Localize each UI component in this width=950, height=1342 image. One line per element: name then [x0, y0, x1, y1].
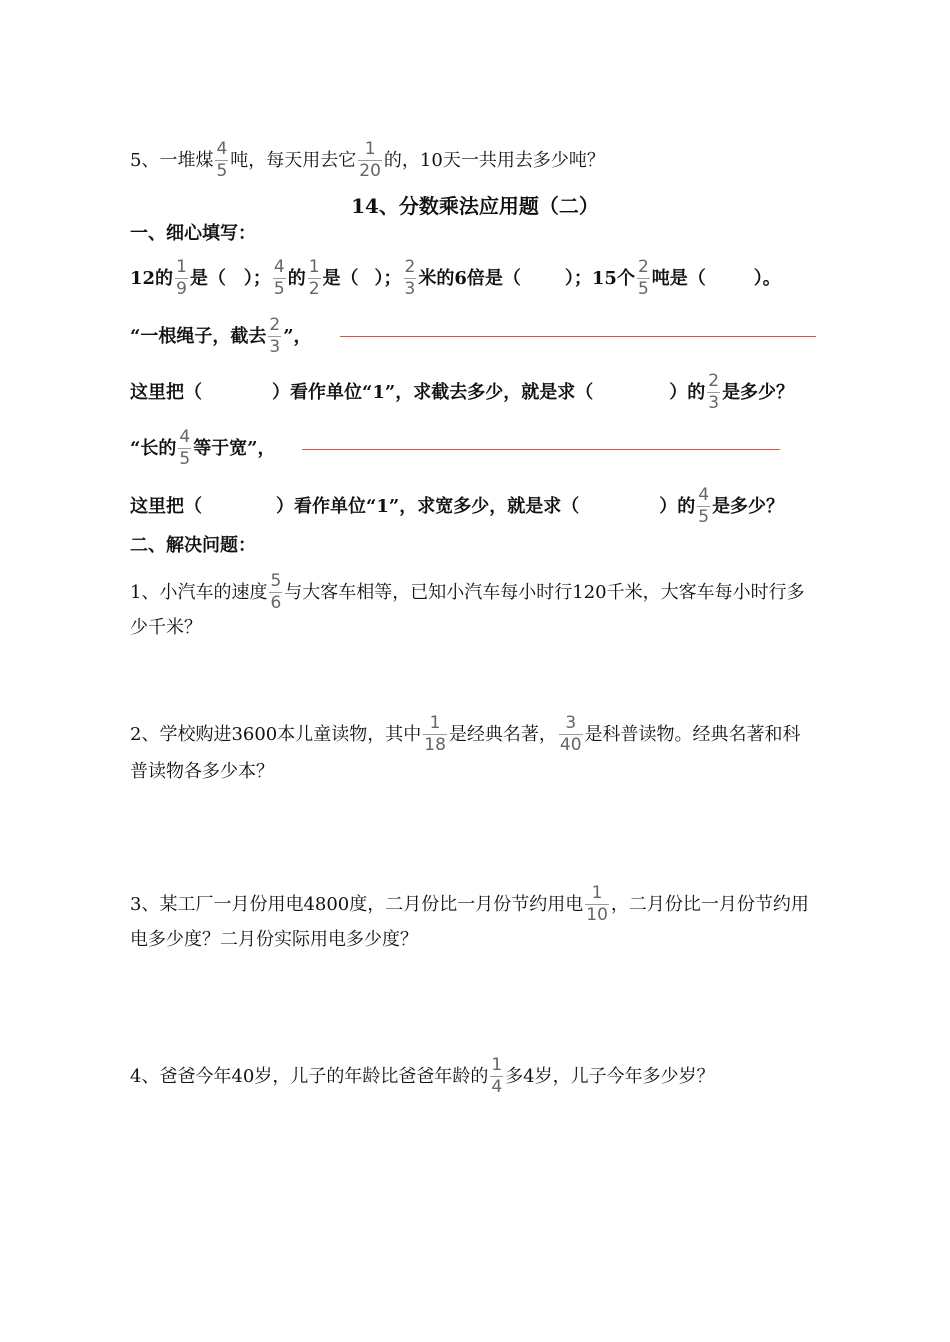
fill-blanks-line — [130, 258, 781, 299]
fill-text-b1: 的 — [287, 267, 306, 289]
fraction-4-5: $\frac{4}{5}$ — [698, 485, 710, 527]
fraction-2-5: $\frac{2}{5}$ — [637, 257, 649, 299]
q1-text-2: 与大客车相等，已知小汽车每小时行120千米，大客车每小时行多 — [284, 581, 805, 603]
width-q-text-1: 这里把（ — [130, 495, 202, 517]
fill-text-a2: 是（ — [189, 267, 226, 289]
problem-2-cont: 普读物各多少本？ — [130, 761, 274, 782]
q2-text-3: 是科普读物。经典名著和科 — [584, 723, 801, 745]
section2-heading: 二、解决问题： — [130, 535, 256, 556]
fill-text-a3: ）； — [243, 267, 271, 289]
fill-text-b2: 是（ — [322, 267, 359, 289]
q5-text-3: 的，10天一共用去多少吨？ — [383, 149, 605, 171]
fraction-5-6: $\frac{5}{6}$ — [270, 571, 282, 613]
question-5-coal — [130, 140, 605, 181]
fraction-2-3: $\frac{2}{3}$ — [269, 315, 281, 357]
q3-text-1: 3、某工厂一月份用电4800度，二月份比一月份节约用电 — [130, 893, 584, 915]
fraction-1-20: $\frac{1}{20}$ — [359, 139, 381, 181]
width-line — [130, 428, 276, 469]
fraction-1-4: $\frac{1}{4}$ — [491, 1055, 503, 1097]
fraction-3-40: $\frac{3}{40}$ — [559, 713, 582, 755]
width-question — [130, 486, 784, 527]
q2-text-2: 是经典名著， — [448, 723, 557, 745]
q5-text-1: 5、一堆煤 — [130, 149, 214, 171]
q1-text-1: 1、小汽车的速度 — [130, 581, 268, 603]
rope-q-text-3: ）的 — [669, 381, 706, 403]
fraction-4-5: $\frac{4}{5}$ — [273, 257, 285, 299]
problem-3-cont: 电多少度？二月份实际用电多少度？ — [130, 929, 418, 950]
problem-4 — [130, 1056, 715, 1097]
rope-line — [130, 316, 312, 357]
problem-1 — [130, 572, 805, 613]
q4-text-2: 多4岁，儿子今年多少岁？ — [505, 1065, 715, 1087]
q3-text-2: ，二月份比一月份节约用 — [610, 893, 809, 915]
fill-text-c1: 米的6倍是（ — [418, 267, 521, 289]
fraction-1-18: $\frac{1}{18}$ — [424, 713, 446, 755]
rope-text-2: ”， — [283, 325, 312, 347]
fraction-1-9: $\frac{1}{9}$ — [176, 257, 187, 299]
rope-q-text-1: 这里把（ — [130, 381, 202, 403]
q5-text-2: 吨，每天用去它 — [230, 149, 357, 171]
rope-q-text-4: 是多少？ — [722, 381, 795, 403]
width-q-text-4: 是多少？ — [712, 495, 785, 517]
q2-text-1: 2、学校购进3600本儿童读物，其中 — [130, 723, 422, 745]
fraction-1-10: $\frac{1}{10}$ — [586, 883, 608, 925]
rope-question — [130, 372, 794, 413]
width-q-text-3: ）的 — [659, 495, 696, 517]
fraction-1-2: $\frac{1}{2}$ — [308, 257, 320, 299]
page-title: 14、分数乘法应用题（二） — [351, 194, 599, 218]
fraction-4-5: $\frac{4}{5}$ — [216, 139, 228, 181]
fill-text-a1: 12的 — [130, 267, 174, 289]
fraction-2-3: $\frac{2}{3}$ — [708, 371, 720, 413]
width-text-1: “长的 — [130, 437, 177, 459]
width-q-text-2: ）看作单位“1”，求宽多少，就是求（ — [276, 495, 580, 517]
width-answer-line[interactable] — [302, 449, 780, 450]
fill-text-b3: ）； — [374, 267, 402, 289]
rope-text-1: “一根绳子，截去 — [130, 325, 267, 347]
fraction-4-5: $\frac{4}{5}$ — [179, 427, 191, 469]
problem-1-cont: 少千米？ — [130, 617, 202, 638]
fill-text-c3: 吨是（ — [651, 267, 706, 289]
fill-text-c2: ）；15个 — [564, 267, 635, 289]
section1-heading: 一、细心填写： — [130, 223, 256, 244]
rope-q-text-2: ）看作单位“1”，求截去多少，就是求（ — [272, 381, 594, 403]
problem-3 — [130, 884, 809, 925]
fraction-2-3: $\frac{2}{3}$ — [404, 257, 416, 299]
q4-text-1: 4、爸爸今年40岁，儿子的年龄比爸爸年龄的 — [130, 1065, 489, 1087]
rope-answer-line[interactable] — [340, 336, 816, 337]
problem-2 — [130, 714, 801, 755]
width-text-2: 等于宽”， — [193, 437, 276, 459]
fill-text-c4: ）。 — [753, 267, 781, 289]
